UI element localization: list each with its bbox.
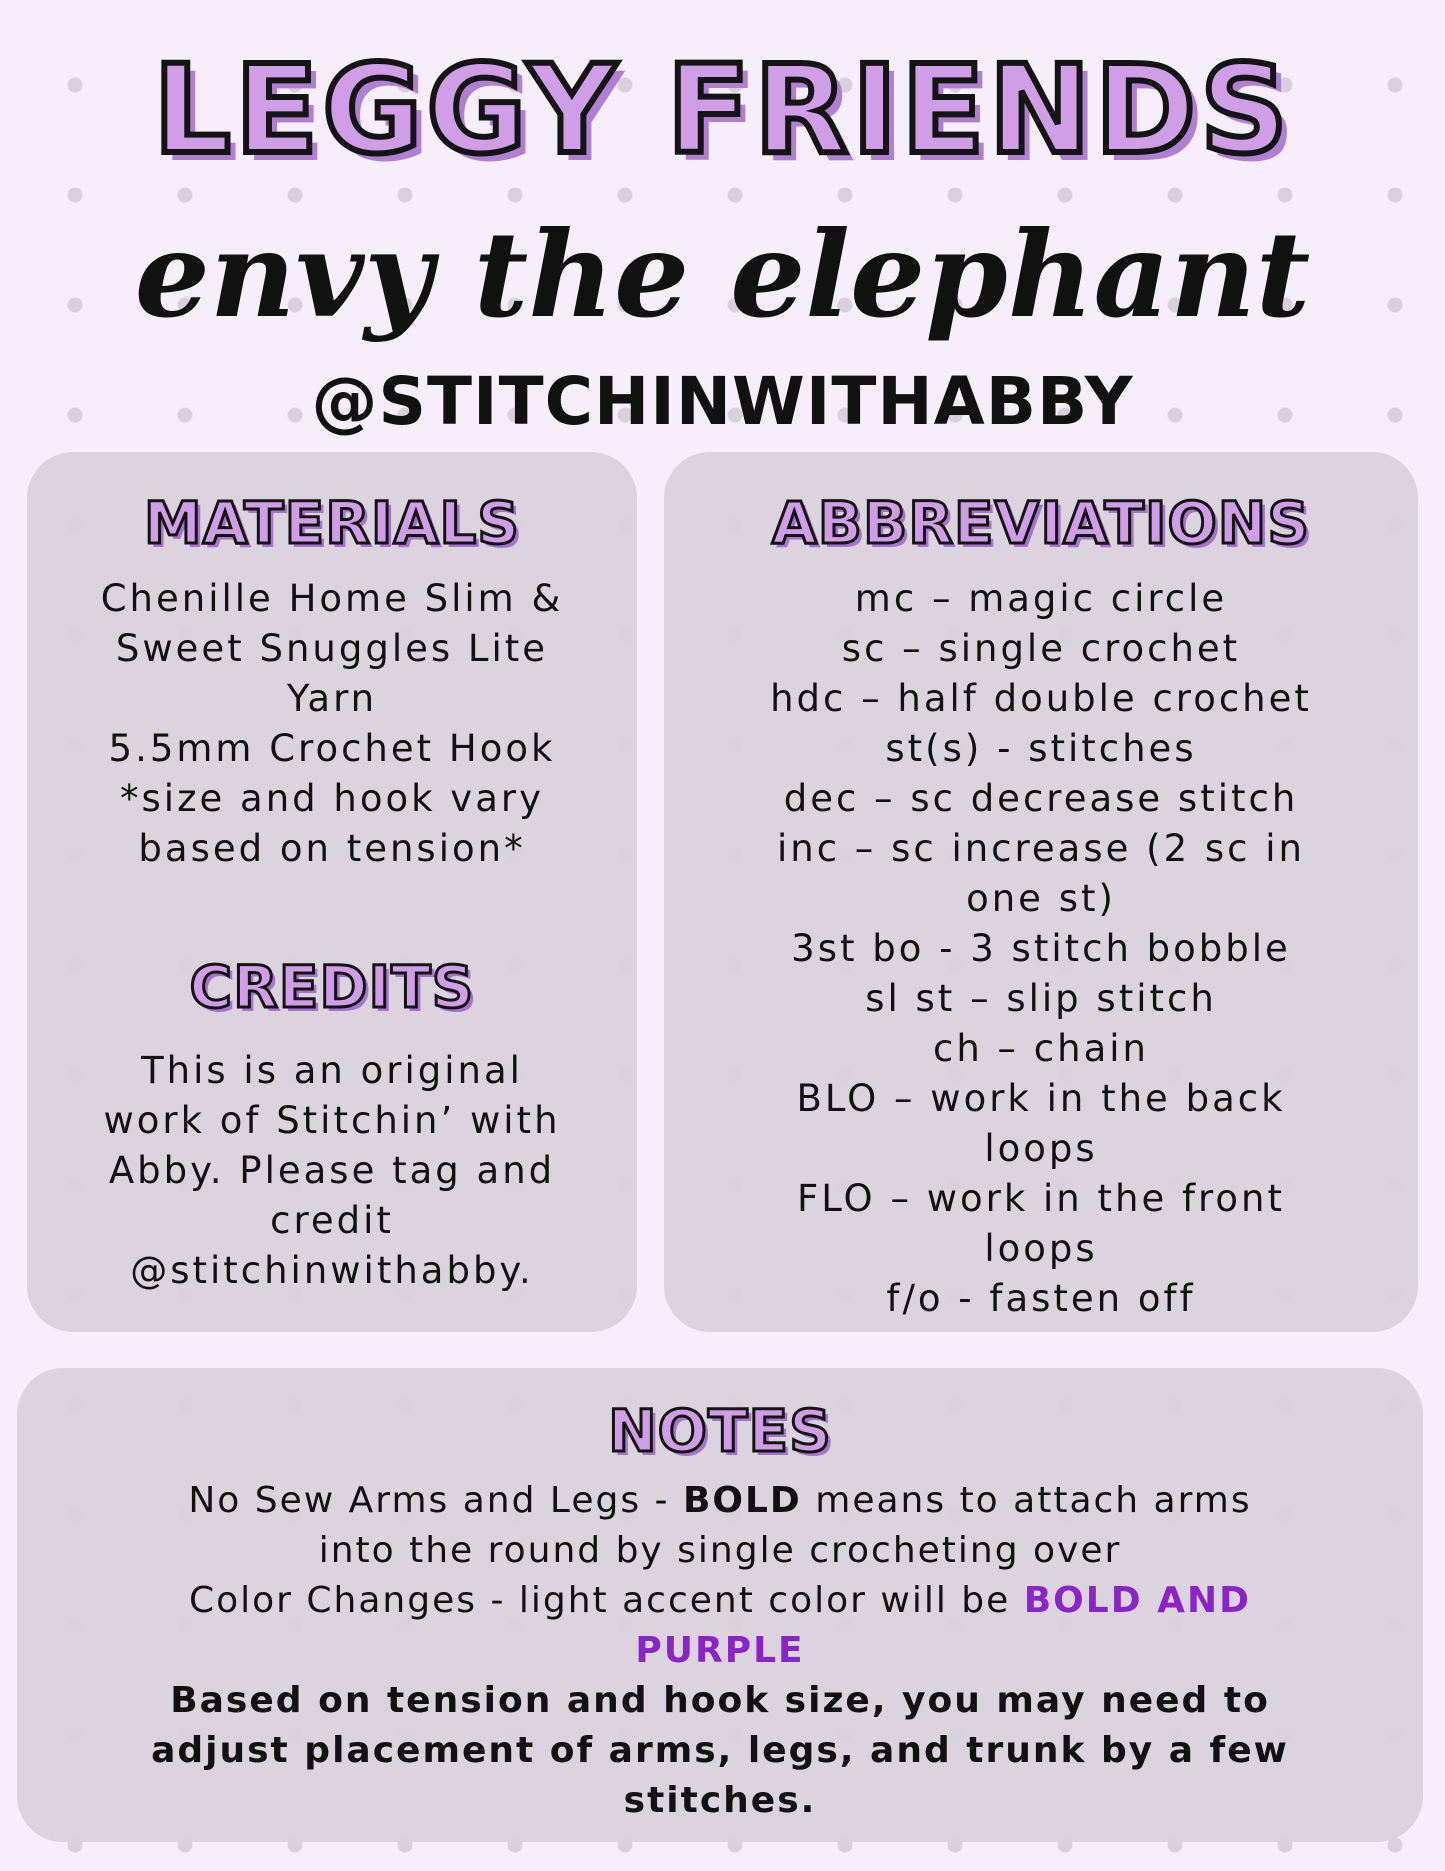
- notes-text: [27, 1476, 1413, 1826]
- notes-purple-run: BOLD AND: [1023, 1580, 1251, 1621]
- abbreviation-item: FLO – work in the front: [796, 1177, 1285, 1220]
- credits-text: [37, 1046, 627, 1296]
- notes-bold-line: adjust placement of arms, legs, and trunk by a few: [151, 1730, 1289, 1771]
- materials-heading: MATERIALS: [143, 489, 521, 557]
- materials-line: based on tension*: [138, 827, 526, 870]
- abbreviation-item: loops: [984, 1127, 1098, 1170]
- credits-line: This is an original: [141, 1049, 523, 1092]
- notes-text-run: means to attach arms: [801, 1480, 1252, 1521]
- notes-text-run: Color Changes - light accent color will be: [188, 1580, 1024, 1621]
- abbreviation-item: BLO – work in the back: [796, 1077, 1286, 1120]
- abbreviation-item: inc – sc increase (2 sc in: [776, 827, 1306, 870]
- credits-line: credit: [270, 1199, 394, 1242]
- abbreviation-item: loops: [984, 1227, 1098, 1270]
- abbreviation-item: f/o - fasten off: [886, 1277, 1196, 1320]
- page-subtitle: envy the elephant: [134, 205, 1311, 344]
- abbreviation-item: sc – single crochet: [841, 627, 1241, 670]
- abbreviations-panel: [664, 452, 1418, 1332]
- credits-heading: CREDITS: [189, 953, 475, 1021]
- abbreviation-item: dec – sc decrease stitch: [783, 777, 1299, 820]
- materials-credits-panel: [27, 452, 637, 1332]
- abbreviation-item: sl st – slip stitch: [865, 977, 1217, 1020]
- materials-list: [37, 574, 627, 874]
- credits-line: @stitchinwithabby.: [130, 1249, 534, 1292]
- notes-bold-line: stitches.: [623, 1780, 817, 1821]
- abbreviation-item: ch – chain: [932, 1027, 1149, 1070]
- notes-line-color-changes: [27, 1576, 1413, 1626]
- notes-purple-line: PURPLE: [635, 1630, 805, 1671]
- abbreviations-heading: ABBREVIATIONS: [771, 489, 1311, 557]
- notes-bold-line: Based on tension and hook size, you may need to: [170, 1680, 1270, 1721]
- notes-panel: [17, 1368, 1423, 1842]
- notes-heading: NOTES: [608, 1397, 832, 1465]
- materials-line: Yarn: [286, 677, 378, 720]
- materials-line: *size and hook vary: [120, 777, 544, 820]
- materials-line: Chenille Home Slim &: [100, 577, 564, 620]
- abbreviation-item: 3st bo - 3 stitch bobble: [791, 927, 1291, 970]
- author-handle: @STITCHINWITHABBY: [311, 363, 1134, 440]
- abbreviation-item: one st): [966, 877, 1116, 920]
- notes-bold-run: BOLD: [682, 1480, 802, 1521]
- abbreviation-item: st(s) - stitches: [885, 727, 1197, 770]
- credits-line: Abby. Please tag and: [108, 1149, 556, 1192]
- notes-line: into the round by single crocheting over: [318, 1530, 1122, 1571]
- materials-line: Sweet Snuggles Lite: [115, 627, 549, 670]
- credits-line: work of Stitchin’ with: [103, 1099, 561, 1142]
- abbreviation-item: mc – magic circle: [854, 577, 1228, 620]
- materials-line: 5.5mm Crochet Hook: [108, 727, 556, 770]
- notes-line-no-sew: [27, 1476, 1413, 1526]
- page-title: LEGGY FRIENDS: [153, 39, 1292, 181]
- notes-text-run: No Sew Arms and Legs -: [188, 1480, 683, 1521]
- abbreviation-item: hdc – half double crochet: [770, 677, 1312, 720]
- abbreviations-list: [674, 574, 1408, 1324]
